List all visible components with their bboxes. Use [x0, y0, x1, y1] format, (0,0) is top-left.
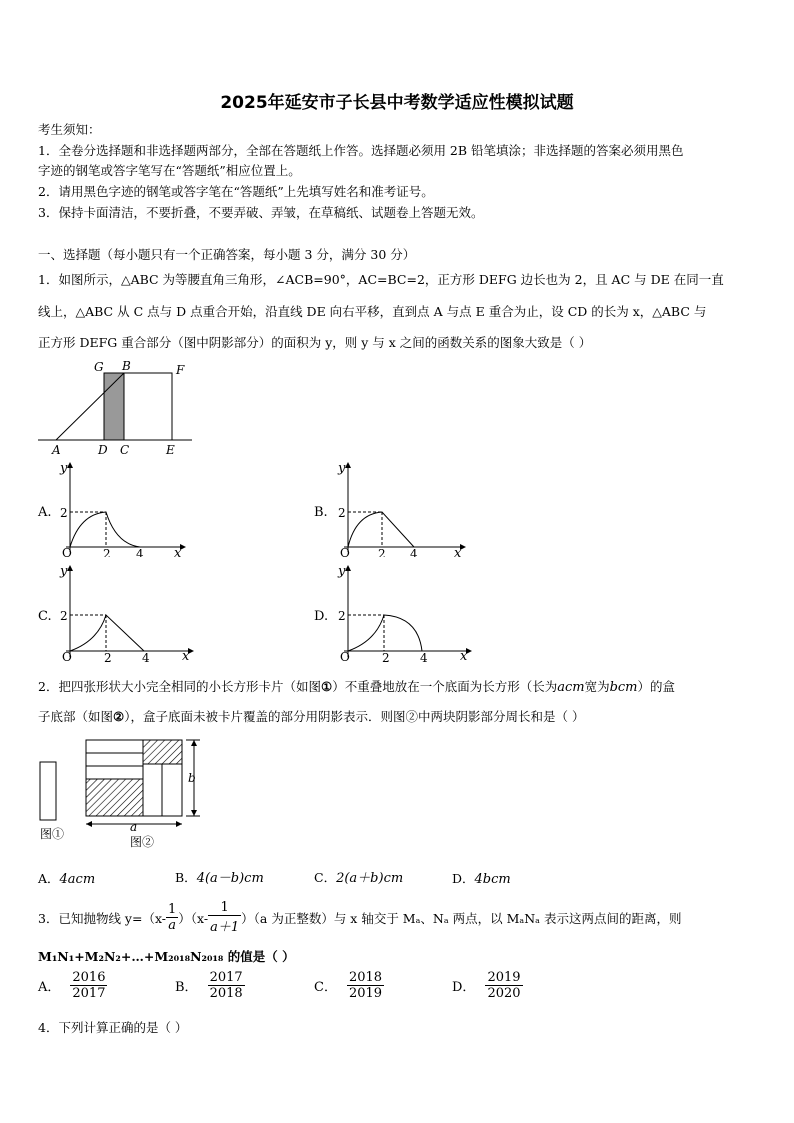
graph-two: 2 — [382, 651, 390, 663]
q2-option-b[interactable]: B．4(a－b)cm — [175, 870, 264, 886]
fraction: $\frac{1}{a+1}$ — [210, 900, 240, 935]
circle-one: ① — [320, 679, 333, 694]
q1-option-c[interactable]: C. — [38, 609, 52, 624]
q1-text: 1．如图所示，△ABC 为等腰直角三角形，∠ACB=90°，AC=BC=2，正方形 DEFG 边长也为 2，且 AC 与 DE 在同一直 — [38, 272, 724, 287]
fraction: $\frac{1}{a}$ — [168, 902, 177, 933]
label-c: C — [120, 443, 130, 457]
q2-option-a[interactable]: A．4acm — [38, 871, 96, 887]
graph-four: 4 — [410, 547, 418, 557]
graph-x: x — [182, 649, 190, 663]
notice-item: 3．保持卡面清洁，不要折叠，不要弄破、弄皱，在草稿纸、试题卷上答题无效。 — [38, 205, 484, 220]
graph-y: y — [338, 565, 346, 579]
q1-graph-a — [58, 462, 188, 557]
graph-four: 4 — [142, 651, 150, 663]
graph-y: y — [60, 462, 68, 476]
q3-option-c[interactable]: C． $\frac{2018}{2019}$ — [314, 970, 383, 1001]
graph-two: 2 — [103, 547, 111, 557]
q1-figure — [36, 358, 196, 458]
q2-option-c[interactable]: C．2(a＋b)cm — [314, 870, 404, 886]
q3-text: M₁N₁+M₂N₂+…+M₂₀₁₈N₂₀₁₈ 的值是（ ） — [38, 949, 295, 964]
q1-graph-c — [58, 565, 196, 663]
q1-option-b[interactable]: B. — [314, 505, 328, 520]
fig2-label: 图② — [130, 835, 155, 849]
graph-two: 2 — [104, 651, 112, 663]
label-f: F — [176, 363, 185, 377]
notice-item: 1．全卷分选择题和非选择题两部分，全部在答题纸上作答。选择题必须用 2B 铅笔填涂；非选择题的答案必须用黑色 — [38, 143, 684, 158]
fig1-label: 图① — [40, 827, 65, 841]
circle-two: ② — [113, 709, 125, 724]
graph-o: O — [340, 546, 350, 557]
graph-y: y — [60, 565, 68, 579]
q2-option-d[interactable]: D．4bcm — [452, 871, 511, 887]
graph-two: 2 — [378, 547, 386, 557]
q1-text: 正方形 DEFG 重合部分（图中阴影部分）的面积为 y，则 y 与 x 之间的函数关系的图象大致是（ ） — [38, 335, 592, 350]
q1-graph-d — [336, 565, 474, 663]
q1-option-a[interactable]: A. — [38, 505, 52, 520]
graph-x: x — [174, 546, 182, 557]
graph-x: x — [460, 649, 468, 663]
graph-two: 2 — [338, 506, 346, 520]
label-e: E — [166, 443, 175, 457]
graph-two: 2 — [60, 506, 68, 520]
notice-item: 字迹的钢笔或答字笔写在“答题纸”相应位置上。 — [38, 163, 301, 178]
label-g: G — [94, 360, 104, 374]
label-a: A — [52, 443, 61, 457]
graph-o: O — [340, 650, 350, 663]
q3-option-b[interactable]: B． $\frac{2017}{2018}$ — [175, 970, 243, 1001]
q2-text: 子底部（如图②），盒子底面未被卡片覆盖的部分用阴影表示．则图②中两块阴影部分周长和是（ ） — [38, 709, 585, 724]
q4-text: 4．下列计算正确的是（ ） — [38, 1020, 188, 1035]
graph-two: 2 — [60, 609, 68, 623]
graph-o: O — [62, 650, 72, 663]
q1-graph-b — [336, 462, 468, 557]
notice-heading: 考生须知： — [38, 122, 101, 137]
label-b: B — [122, 359, 131, 373]
graph-y: y — [338, 462, 346, 476]
q1-option-d[interactable]: D. — [314, 609, 329, 624]
section-heading: 一、选择题（每小题只有一个正确答案，每小题 3 分，满分 30 分） — [38, 247, 416, 262]
q2-text: 2．把四张形状大小完全相同的小长方形卡片（如图①）不重叠地放在一个底面为长方形（长为acm宽为bcm）的盒 — [38, 679, 676, 695]
q3-option-a[interactable]: A． $\frac{2016}{2017}$ — [38, 970, 106, 1001]
q3-option-d[interactable]: D． $\frac{2019}{2020}$ — [452, 970, 521, 1001]
q1-text: 线上，△ABC 从 C 点与 D 点重合开始，沿直线 DE 向右平移，直到点 A 与点 E 重合为止，设 CD 的长为 x，△ABC 与 — [38, 304, 707, 319]
q3-text: 3．已知抛物线 y=（x- $\frac{1}{a}$ ）（x- $\frac{1}{a+1}$ ）（a 为正整数）与 x 轴交于 Mₐ、Nₐ 两点，以 MₐNₐ 表示这两点间的距离，则 — [38, 900, 682, 935]
graph-o: O — [62, 546, 72, 557]
page-title: 2025年延安市子长县中考数学适应性模拟试题 — [220, 93, 574, 113]
label-d: D — [98, 443, 108, 457]
graph-four: 4 — [136, 547, 144, 557]
dim-a: a — [130, 820, 138, 834]
graph-x: x — [454, 546, 462, 557]
graph-two: 2 — [338, 609, 346, 623]
q2-figure — [36, 734, 216, 852]
graph-four: 4 — [420, 651, 428, 663]
dim-b: b — [188, 771, 196, 785]
notice-item: 2．请用黑色字迹的钢笔或答字笔在“答题纸”上先填写姓名和准考证号。 — [38, 184, 434, 199]
